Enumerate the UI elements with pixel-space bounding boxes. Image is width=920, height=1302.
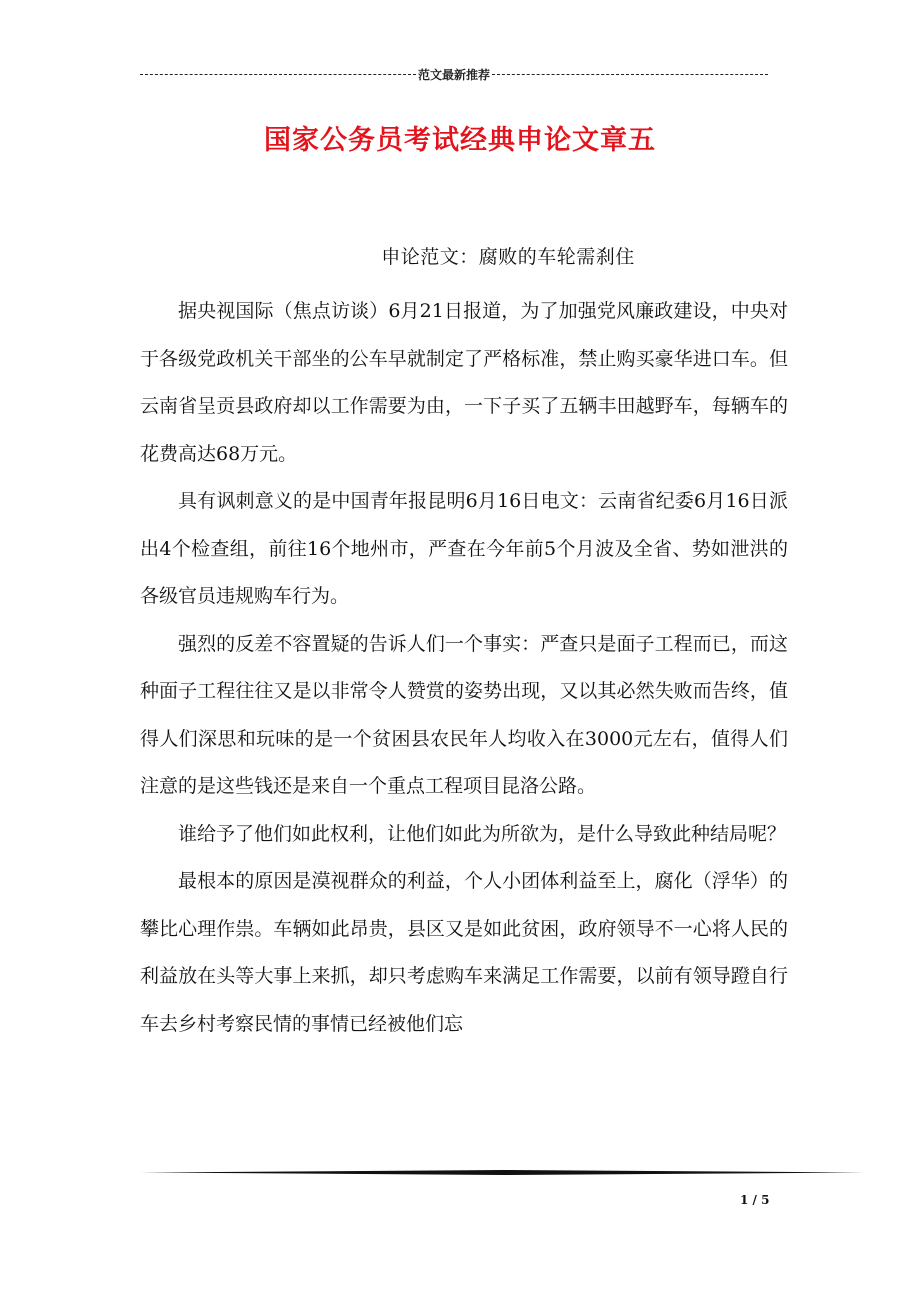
header-dash-left bbox=[140, 74, 416, 75]
page-header bbox=[140, 66, 768, 83]
paragraph: 据央视国际（焦点访谈）6月21日报道，为了加强党风廉政建设，中央对于各级党政机关干部坐的公车早就制定了严格标准，禁止购买豪华进口车。但云南省呈贡县政府却以工作需要为由，一下子买了五辆丰田越野车，每辆车的花费高达68万元。 bbox=[140, 300, 788, 465]
paragraph: 具有讽刺意义的是中国青年报昆明6月16日电文：云南省纪委6月16日派出4个检查组，前往16个地州市，严查在今年前5个月波及全省、势如泄洪的各级官员违规购车行为。 bbox=[140, 490, 788, 607]
header-dash-right bbox=[492, 74, 768, 75]
document-title: 国家公务员考试经典申论文章五 bbox=[264, 125, 656, 156]
paragraph: 谁给予了他们如此权利，让他们如此为所欲为，是什么导致此种结局呢？ bbox=[178, 822, 787, 845]
paragraph: 最根本的原因是漠视群众的利益，个人小团体利益至上，腐化（浮华）的攀比心理作祟。车辆如此昂贵，县区又是如此贫困，政府领导不一心将人民的利益放在头等大事上来抓，却只考虑购车来满足工作需要，以前有领导蹬自行车去乡村考察民情的事情已经被他们忘 bbox=[140, 870, 788, 1035]
document-body bbox=[140, 288, 788, 1048]
header-label: 范文最新推荐 bbox=[418, 68, 491, 82]
document-subtitle: 申论范文：腐败的车轮需刹住 bbox=[381, 246, 635, 268]
footer-rule bbox=[140, 1170, 864, 1175]
paragraph: 强烈的反差不容置疑的告诉人们一个事实：严查只是面子工程而已，而这种面子工程往往又是以非常令人赞赏的姿势出现，又以其必然失败而告终，值得人们深思和玩味的是一个贫困县农民年人均收入在3000元左右，值得人们注意的是这些钱还是来自一个重点工程项目昆洛公路。 bbox=[140, 632, 788, 797]
page-indicator: 1 / 5 bbox=[740, 1193, 770, 1207]
